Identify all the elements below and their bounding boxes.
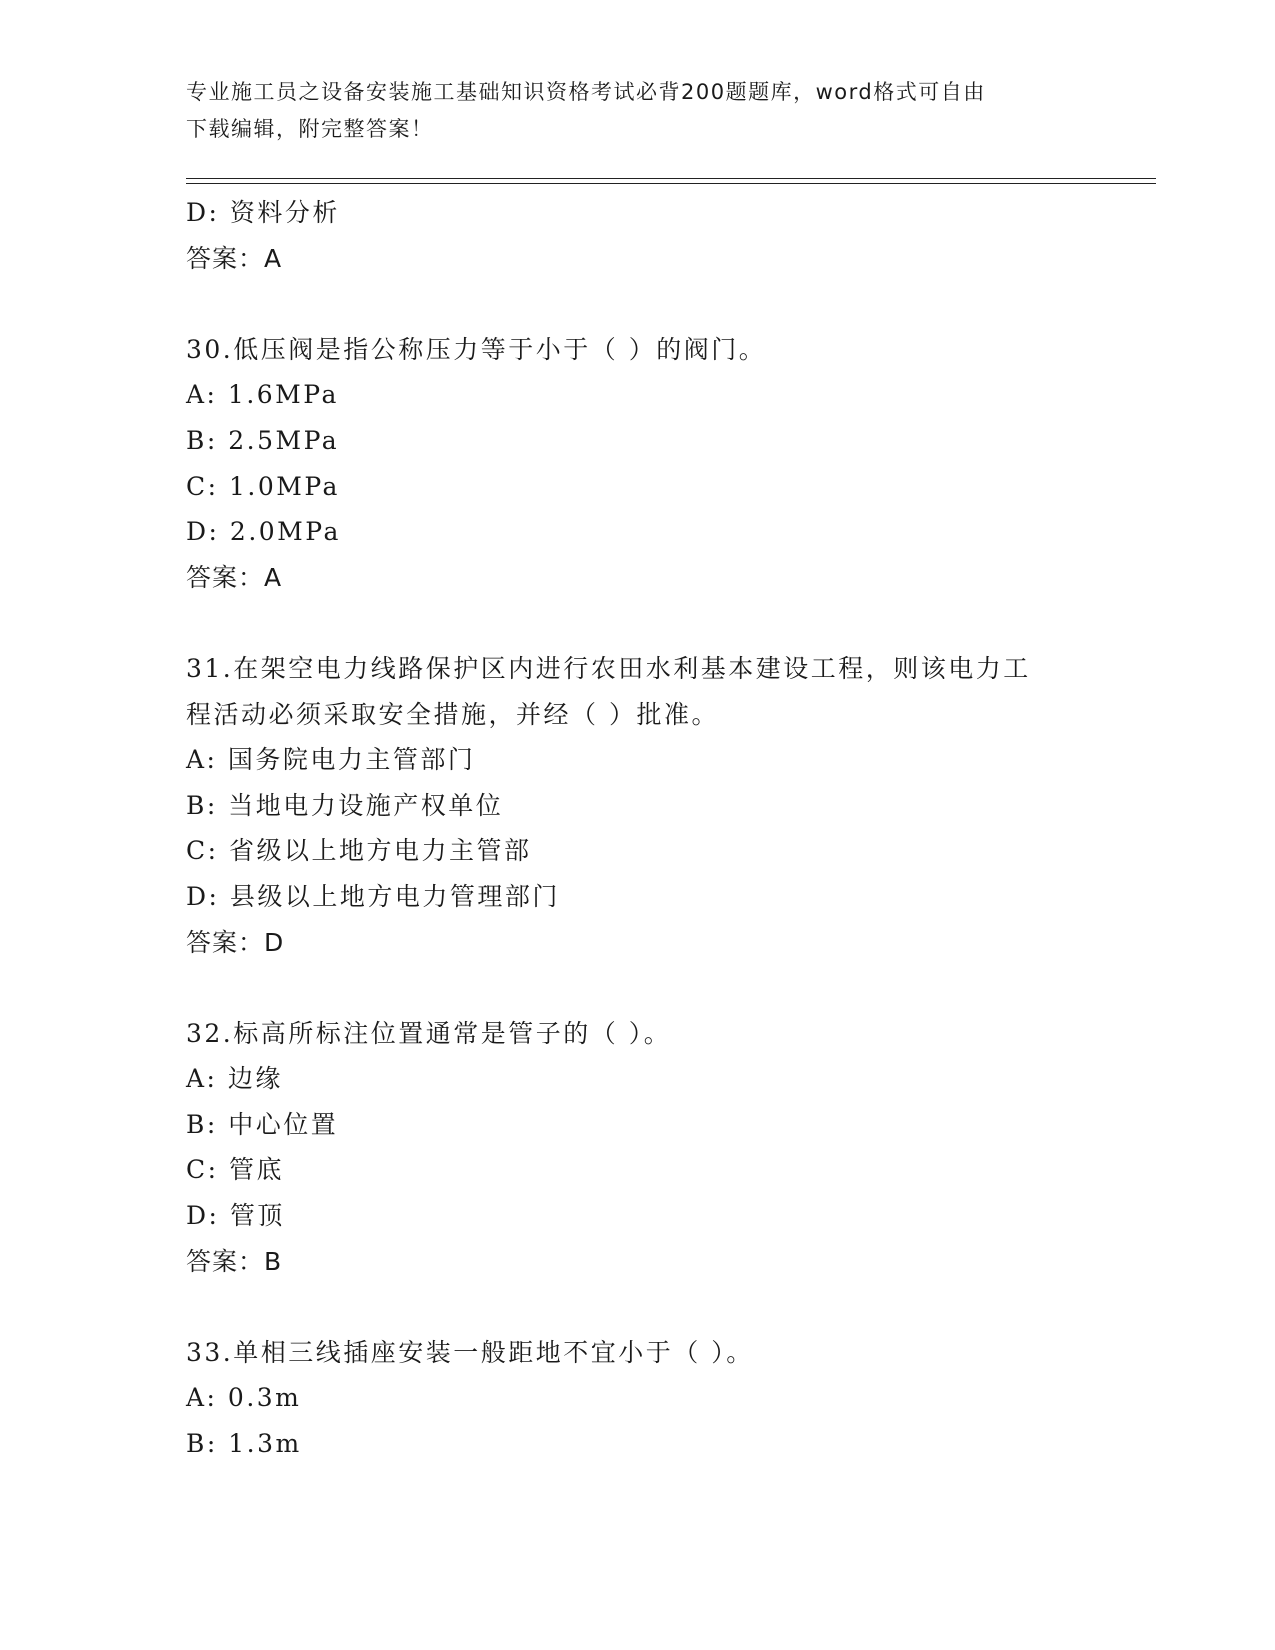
question-block-30 (186, 327, 1086, 601)
question-block-31 (186, 646, 1086, 965)
answer-text: 答案：A (186, 562, 283, 592)
answer-text: 答案：B (186, 1246, 283, 1276)
option-b: B: 中心位置 (186, 1109, 339, 1139)
header-line-2: 下载编辑，附完整答案！ (186, 117, 434, 141)
question-stem: 30.低压阀是指公称压力等于小于（ ）的阀门。 (186, 334, 767, 364)
question-stem: 32.标高所标注位置通常是管子的（ ）。 (186, 1018, 672, 1048)
option-d: D: 县级以上地方电力管理部门 (186, 881, 560, 911)
spacer (186, 1284, 1086, 1330)
option-b: B: 2.5MPa (186, 425, 340, 455)
header-rule-top (186, 178, 1156, 179)
option-a: A: 国务院电力主管部门 (186, 745, 476, 775)
option-c: C: 1.0MPa (186, 471, 340, 501)
question-block-32 (186, 1011, 1086, 1285)
answer-text: 答案：A (186, 243, 283, 273)
option-b: B: 当地电力设施产权单位 (186, 790, 504, 820)
option-c: C: 管底 (186, 1155, 284, 1185)
spacer (186, 965, 1086, 1011)
question-block-33 (186, 1330, 1086, 1467)
question-list (186, 190, 1086, 1467)
option-a: A: 1.6MPa (186, 380, 339, 410)
option-d: D: 2.0MPa (186, 517, 341, 547)
option-c: C: 省级以上地方电力主管部 (186, 836, 532, 866)
question-stem: 33.单相三线插座安装一般距地不宜小于（ ）。 (186, 1337, 754, 1367)
question-stem-line-1: 31.在架空电力线路保护区内进行农田水利基本建设工程，则该电力工 (186, 653, 1031, 683)
option-d: D: 管顶 (186, 1201, 285, 1231)
header-line-1: 专业施工员之设备安装施工基础知识资格考试必背200题题库，word格式可自由 (186, 80, 986, 104)
option-a: A: 边缘 (186, 1064, 283, 1094)
spacer (186, 600, 1086, 646)
document-header (186, 74, 1086, 148)
answer-text: 答案：D (186, 927, 285, 957)
option-b: B: 1.3m (186, 1429, 302, 1459)
spacer (186, 281, 1086, 327)
header-rule-bottom (186, 183, 1156, 184)
option-a: A: 0.3m (186, 1383, 302, 1413)
question-stem-line-2: 程活动必须采取安全措施，并经（ ）批准。 (186, 699, 719, 729)
question-block-29 (186, 190, 1086, 281)
option-d: D: 资料分析 (186, 198, 340, 227)
